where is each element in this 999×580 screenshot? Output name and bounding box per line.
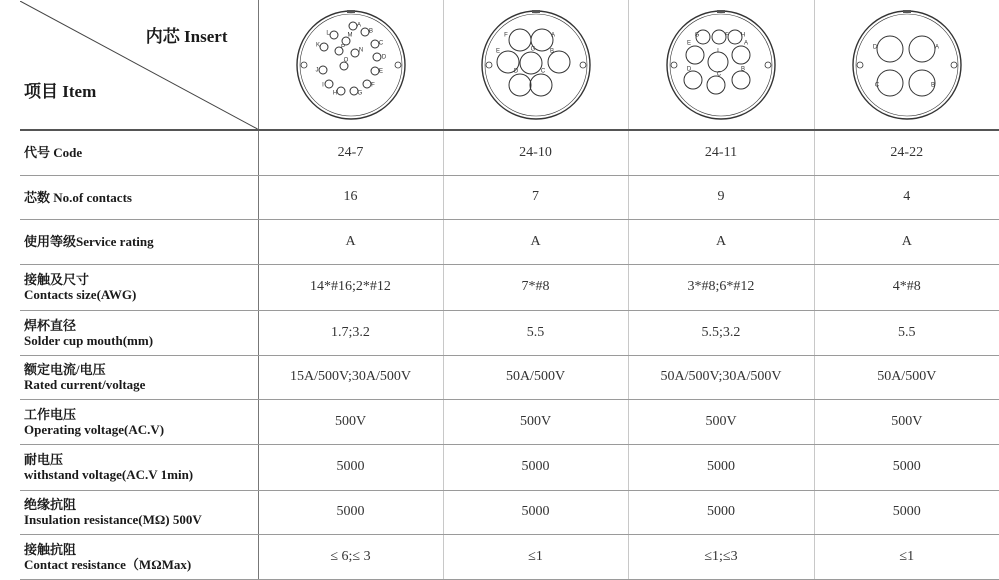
spec-row	[20, 534, 999, 579]
spec-table	[20, 0, 999, 580]
insert-cell-1	[258, 0, 443, 130]
contact-pin	[909, 36, 935, 62]
contact-pin	[509, 74, 531, 96]
pin-label: B	[549, 48, 554, 55]
pin-label: A	[743, 40, 749, 47]
contact-pin	[732, 71, 750, 89]
pin-label: A	[934, 44, 939, 51]
pin-label: C	[378, 40, 383, 47]
pin-label: A	[550, 32, 555, 39]
row-label-cell	[20, 175, 258, 219]
value-cell: 500V	[628, 399, 814, 444]
value-cell: 14*#16;2*#12	[258, 264, 443, 310]
pin-label: I	[717, 48, 719, 55]
header-corner	[20, 1, 258, 129]
pin-label: B	[930, 82, 935, 89]
row-label-cn: 使用等级Service rating	[24, 234, 154, 249]
pin-label: D	[872, 44, 877, 51]
value-cell: 7	[443, 175, 628, 219]
spec-row	[20, 310, 999, 355]
insert-key	[903, 10, 911, 13]
pin-label: M	[347, 32, 352, 39]
contact-pin	[319, 66, 327, 74]
insert-diagram-24-11	[661, 5, 781, 125]
value-cell: 50A/500V	[814, 355, 999, 399]
pin-label: I	[321, 82, 324, 89]
value-cell: A	[443, 219, 628, 264]
row-label-cn: 绝缘抗阻	[24, 497, 77, 512]
row-label-cell	[20, 444, 258, 490]
value-cell: 5000	[628, 490, 814, 534]
insert-diagram-24-10	[476, 5, 596, 125]
pin-label: H	[740, 32, 746, 39]
row-label-en: Solder cup mouth(mm)	[24, 332, 154, 348]
contact-pin	[325, 80, 333, 88]
value-cell: 5000	[814, 444, 999, 490]
contact-pin	[708, 52, 728, 72]
pin-label: E	[495, 48, 500, 55]
insert-shell-outer	[297, 11, 405, 119]
mounting-hole	[951, 62, 957, 68]
value-cell: 5000	[258, 490, 443, 534]
row-label-cn: 焊杯直径	[24, 317, 77, 333]
row-label-en: Insulation resistance(MΩ) 500V	[24, 512, 202, 527]
value-cell: 5000	[443, 444, 628, 490]
mounting-hole	[486, 62, 492, 68]
spec-row	[20, 444, 999, 490]
insert-shell-outer	[667, 11, 775, 119]
value-cell: 5000	[628, 444, 814, 490]
mounting-hole	[301, 62, 307, 68]
contact-pin	[712, 30, 726, 44]
pin-label: F	[370, 82, 375, 89]
contact-pin	[686, 46, 704, 64]
value-cell: 7*#8	[443, 264, 628, 310]
value-cell: 5000	[814, 490, 999, 534]
insert-key	[347, 10, 355, 13]
insert-key	[532, 10, 540, 13]
row-label-cell	[20, 355, 258, 399]
contact-pin	[371, 40, 379, 48]
contact-pin	[349, 22, 357, 30]
mounting-hole	[765, 62, 771, 68]
value-cell: 5000	[258, 444, 443, 490]
pin-label: E	[686, 40, 692, 47]
insert-header-label: 内芯 Insert	[145, 26, 228, 46]
row-label-en: withstand voltage(AC.V 1min)	[24, 467, 194, 482]
row-label-cell	[20, 399, 258, 444]
row-label-en: Operating voltage(AC.V)	[24, 421, 165, 437]
contact-pin	[371, 67, 379, 75]
pin-label: H	[332, 90, 337, 97]
item-header-label: 项目 Item	[24, 81, 97, 101]
pin-label: B	[740, 66, 746, 73]
row-label-cell	[20, 219, 258, 264]
pin-label: P	[340, 44, 345, 51]
row-label-cell	[20, 130, 258, 175]
spec-row	[20, 130, 999, 175]
value-cell: 24-10	[443, 130, 628, 175]
contact-pin	[361, 28, 369, 36]
pin-label: C	[716, 71, 722, 78]
value-cell: 500V	[443, 399, 628, 444]
spec-row	[20, 490, 999, 534]
row-label-cn: 耐电压	[24, 452, 64, 467]
value-cell: ≤1	[443, 534, 628, 579]
row-label-cell	[20, 490, 258, 534]
row-label-cell	[20, 310, 258, 355]
contact-pin	[732, 46, 750, 64]
row-label-cn: 接触及尺寸	[24, 272, 90, 287]
value-cell: 50A/500V;30A/500V	[628, 355, 814, 399]
contact-pin	[684, 71, 702, 89]
insert-cell-2	[443, 0, 628, 130]
insert-shell-outer	[853, 11, 961, 119]
value-cell: ≤ 6;≤ 3	[258, 534, 443, 579]
value-cell: 500V	[258, 399, 443, 444]
value-cell: 5.5	[814, 310, 999, 355]
row-label-cn: 芯数 No.of contacts	[24, 189, 132, 205]
insert-key	[717, 10, 725, 13]
pin-label: O	[343, 57, 348, 64]
row-label-cell	[20, 264, 258, 310]
insert-shell-inner	[856, 14, 958, 116]
contact-pin	[330, 31, 338, 39]
insert-diagram-24-7	[291, 5, 411, 125]
value-cell: 4*#8	[814, 264, 999, 310]
header-corner-cell	[20, 0, 258, 130]
spec-row	[20, 355, 999, 399]
row-label-cn: 工作电压	[24, 406, 77, 422]
mounting-hole	[857, 62, 863, 68]
insert-diagram-24-22	[847, 5, 967, 125]
pin-label: D	[513, 68, 518, 75]
value-cell: 1.7;3.2	[258, 310, 443, 355]
insert-shell-outer	[482, 11, 590, 119]
pin-label: F	[725, 32, 729, 39]
value-cell: A	[628, 219, 814, 264]
pin-label: L	[325, 30, 330, 37]
pin-label: D	[686, 66, 692, 73]
pin-label: G	[694, 32, 700, 39]
value-cell: 15A/500V;30A/500V	[258, 355, 443, 399]
value-cell: A	[258, 219, 443, 264]
diagonal-divider	[20, 1, 258, 129]
contact-pin	[373, 53, 381, 61]
value-cell: 24-7	[258, 130, 443, 175]
pin-label: K	[315, 42, 320, 49]
contact-pin	[520, 52, 542, 74]
value-cell: 50A/500V	[443, 355, 628, 399]
pin-label: N	[358, 47, 363, 54]
insert-shell-inner	[485, 14, 587, 116]
mounting-hole	[580, 62, 586, 68]
contact-pin	[509, 29, 531, 51]
mounting-hole	[671, 62, 677, 68]
value-cell: 3*#8;6*#12	[628, 264, 814, 310]
row-label-en: Contact resistance（MΩMax)	[24, 556, 192, 572]
value-cell: 9	[628, 175, 814, 219]
spec-row	[20, 399, 999, 444]
pin-label: D	[381, 54, 386, 61]
value-cell: 24-22	[814, 130, 999, 175]
pin-label: G	[530, 46, 535, 53]
insert-cell-4	[814, 0, 999, 130]
row-label-cell	[20, 534, 258, 579]
row-label-cn: 接触抗阻	[24, 541, 77, 557]
row-label-cn: 额定电流/电压	[24, 362, 106, 377]
spec-row	[20, 175, 999, 219]
value-cell: 24-11	[628, 130, 814, 175]
pin-label: J	[315, 67, 318, 74]
contact-pin	[530, 74, 552, 96]
pin-label: F	[503, 32, 508, 39]
insert-shell-inner	[670, 14, 772, 116]
value-cell: 5.5	[443, 310, 628, 355]
contact-pin	[337, 87, 345, 95]
value-cell: 16	[258, 175, 443, 219]
value-cell: 4	[814, 175, 999, 219]
contact-pin	[877, 36, 903, 62]
value-cell: ≤1	[814, 534, 999, 579]
contact-pin	[351, 49, 359, 57]
value-cell: 5.5;3.2	[628, 310, 814, 355]
contact-pin	[707, 76, 725, 94]
contact-pin	[497, 51, 519, 73]
pin-label: C	[874, 82, 879, 89]
insert-cell-3	[628, 0, 814, 130]
contact-pin	[320, 43, 328, 51]
contact-pin	[874, 70, 903, 96]
spec-row	[20, 219, 999, 264]
contact-pin	[363, 80, 371, 88]
pin-label: C	[540, 68, 545, 75]
value-cell: 5000	[443, 490, 628, 534]
header-row	[20, 0, 999, 130]
pin-label: A	[356, 22, 361, 29]
value-cell: A	[814, 219, 999, 264]
pin-label: E	[378, 68, 383, 75]
row-label-en: Contacts size(AWG)	[24, 287, 137, 302]
spec-row	[20, 264, 999, 310]
mounting-hole	[395, 62, 401, 68]
pin-label: G	[357, 90, 362, 97]
row-label-en: Rated current/voltage	[24, 377, 146, 392]
value-cell: ≤1;≤3	[628, 534, 814, 579]
pin-label: B	[368, 28, 373, 35]
value-cell: 500V	[814, 399, 999, 444]
row-label-cn: 代号 Code	[24, 145, 83, 161]
